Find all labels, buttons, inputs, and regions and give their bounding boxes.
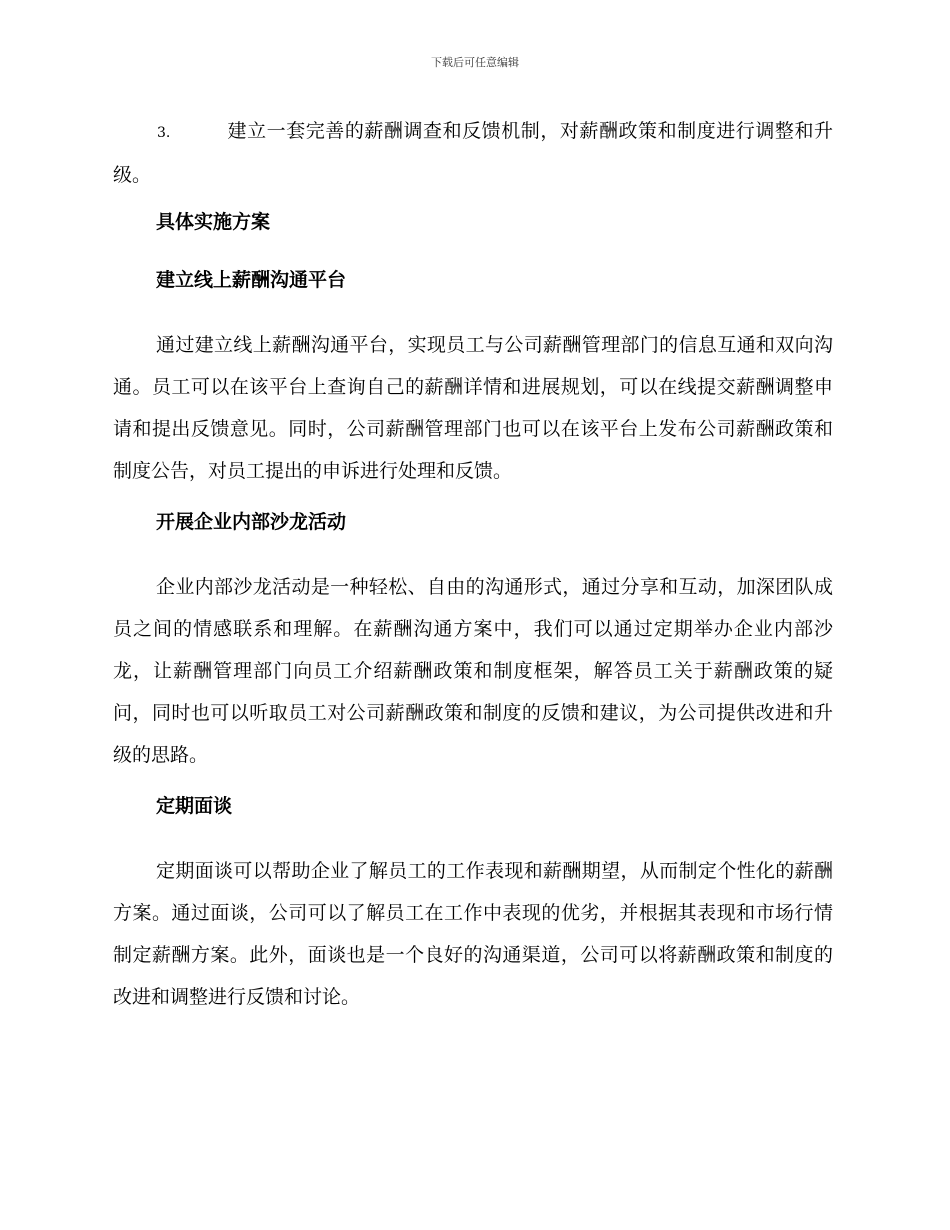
item-text: 建立一套完善的薪酬调查和反馈机制，对薪酬政策和制度进行调整和升级。 — [113, 120, 833, 186]
item-number: 3. — [157, 125, 171, 141]
subsection-body-online-platform: 通过建立线上薪酬沟通平台，实现员工与公司薪酬管理部门的信息互通和双向沟通。员工可以在该平台上查询自己的薪酬详情和进展规划，可以在线提交薪酬调整申请和提出反馈意见。同时，公司薪酬管理部门也可以在该平台上发布公司薪酬政策和制度公告，对员工提出的申诉进行处理和反馈。 — [113, 334, 833, 482]
subsection-heading-online-platform: 建立线上薪酬沟通平台 — [156, 269, 347, 291]
subsection-heading-interview: 定期面谈 — [156, 795, 233, 817]
section-title: 具体实施方案 — [156, 211, 271, 233]
document-body — [113, 110, 833, 1034]
numbered-item-3 — [113, 110, 833, 196]
page-header: 下载后可任意编辑 — [431, 56, 519, 69]
subsection-body-interview: 定期面谈可以帮助企业了解员工的工作表现和薪酬期望，从而制定个性化的薪酬方案。通过面谈，公司可以了解员工在工作中表现的优劣，并根据其表现和市场行情制定薪酬方案。此外，面谈也是一个良好的沟通渠道，公司可以将薪酬政策和制度的改进和调整进行反馈和讨论。 — [113, 860, 833, 1008]
subsection-body-salon: 企业内部沙龙活动是一种轻松、自由的沟通形式，通过分享和互动，加深团队成员之间的情感联系和理解。在薪酬沟通方案中，我们可以通过定期举办企业内部沙龙，让薪酬管理部门向员工介绍薪酬政策和制度框架，解答员工关于薪酬政策的疑问，同时也可以听取员工对公司薪酬政策和制度的反馈和建议，为公司提供改进和升级的思路。 — [113, 576, 833, 766]
subsection-heading-salon: 开展企业内部沙龙活动 — [156, 511, 347, 533]
